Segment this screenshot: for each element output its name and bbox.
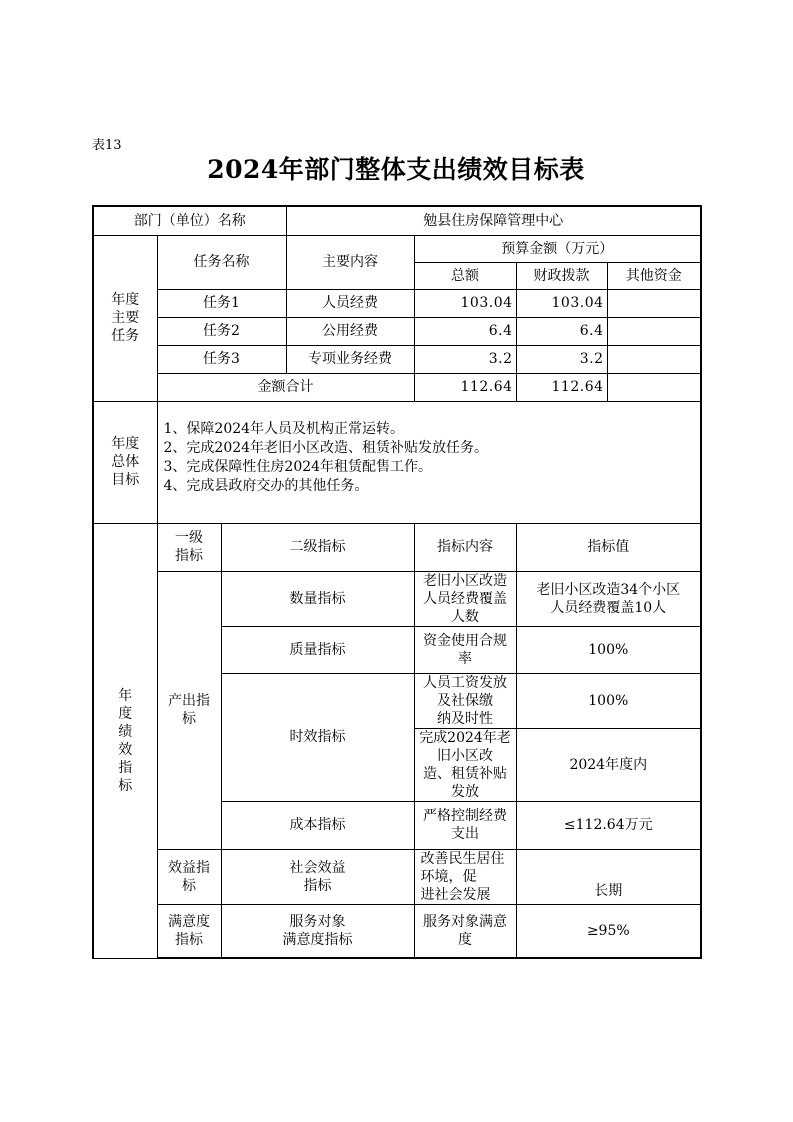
indicator-value-header: 指标值 (516, 523, 701, 571)
output-indicator-label: 产出指 标 (157, 571, 221, 849)
service-satisfaction-indicator-value: ≥95% (516, 904, 701, 958)
goal-item: 4、完成县政府交办的其他任务。 (163, 477, 369, 494)
task-name: 任务1 (157, 289, 286, 317)
table-row (93, 317, 701, 345)
table-number: 表13 (92, 138, 122, 153)
task-total: 103.04 (414, 289, 516, 317)
task-content: 公用经费 (286, 317, 414, 345)
goals-list (157, 401, 701, 523)
task-content: 人员经费 (286, 289, 414, 317)
unit-name-value: 勉县住房保障管理中心 (286, 206, 701, 235)
indicators-section-label: 年 度 绩 效 指 标 (93, 523, 157, 958)
goal-item: 2、完成2024年老旧小区改造、租赁补贴发放任务。 (163, 439, 489, 456)
goal-item: 3、完成保障性住房2024年租赁配售工作。 (163, 458, 433, 475)
social-benefit-indicator-value: 长期 (516, 849, 701, 904)
quantity-indicator-value: 老旧小区改造34个小区 人员经费覆盖10人 (516, 571, 701, 626)
sum-fiscal: 112.64 (516, 373, 607, 401)
social-benefit-indicator-label: 社会效益 指标 (221, 849, 414, 904)
task-name: 任务3 (157, 345, 286, 373)
service-satisfaction-indicator-content: 服务对象满意度 (414, 904, 516, 958)
timeliness-indicator-content: 完成2024年老旧小区改 造、租赁补贴发放 (414, 728, 516, 801)
task-other (607, 289, 701, 317)
service-satisfaction-indicator-label: 服务对象 满意度指标 (221, 904, 414, 958)
quality-indicator-label: 质量指标 (221, 626, 414, 673)
task-total: 6.4 (414, 317, 516, 345)
task-content: 专项业务经费 (286, 345, 414, 373)
timeliness-indicator-value: 2024年度内 (516, 728, 701, 801)
unit-name-label: 部门（单位）名称 (93, 206, 286, 235)
quality-indicator-value: 100% (516, 626, 701, 673)
task-fiscal: 103.04 (516, 289, 607, 317)
performance-target-table (92, 205, 702, 959)
quantity-indicator-content: 老旧小区改造 人员经费覆盖人数 (414, 571, 516, 626)
timeliness-indicator-content: 人员工资发放及社保缴 纳及时性 (414, 673, 516, 728)
table-row (93, 571, 701, 626)
level2-header: 二级指标 (221, 523, 414, 571)
task-content-header: 主要内容 (286, 235, 414, 289)
task-name-header: 任务名称 (157, 235, 286, 289)
task-other (607, 317, 701, 345)
benefit-indicator-label: 效益指 标 (157, 849, 221, 904)
page-title: 2024年部门整体支出绩效目标表 (207, 155, 585, 184)
task-other (607, 345, 701, 373)
table-row (93, 289, 701, 317)
cost-indicator-value: ≤112.64万元 (516, 801, 701, 849)
level1-header: 一级 指标 (157, 523, 221, 571)
goals-section-label: 年度 总体 目标 (93, 401, 157, 523)
timeliness-indicator-value: 100% (516, 673, 701, 728)
task-name: 任务2 (157, 317, 286, 345)
table-row (93, 904, 701, 958)
task-fiscal: 6.4 (516, 317, 607, 345)
sum-label: 金额合计 (157, 373, 414, 401)
social-benefit-indicator-content: 改善民生居住环境，促 进社会发展 (414, 849, 516, 904)
budget-other-header: 其他资金 (607, 262, 701, 289)
sum-row (93, 373, 701, 401)
cost-indicator-label: 成本指标 (221, 801, 414, 849)
budget-header: 预算金额（万元） (414, 235, 701, 262)
quantity-indicator-label: 数量指标 (221, 571, 414, 626)
task-total: 3.2 (414, 345, 516, 373)
sum-total: 112.64 (414, 373, 516, 401)
tasks-section-label: 年度 主要 任务 (93, 235, 157, 401)
goal-item: 1、保障2024年人员及机构正常运转。 (163, 420, 405, 437)
budget-total-header: 总额 (414, 262, 516, 289)
table-row (93, 849, 701, 904)
timeliness-indicator-label: 时效指标 (221, 673, 414, 801)
budget-fiscal-header: 财政拨款 (516, 262, 607, 289)
table-row (93, 345, 701, 373)
quality-indicator-content: 资金使用合规率 (414, 626, 516, 673)
indicator-content-header: 指标内容 (414, 523, 516, 571)
cost-indicator-content: 严格控制经费支出 (414, 801, 516, 849)
satisfaction-indicator-label: 满意度 指标 (157, 904, 221, 958)
sum-other (607, 373, 701, 401)
task-fiscal: 3.2 (516, 345, 607, 373)
